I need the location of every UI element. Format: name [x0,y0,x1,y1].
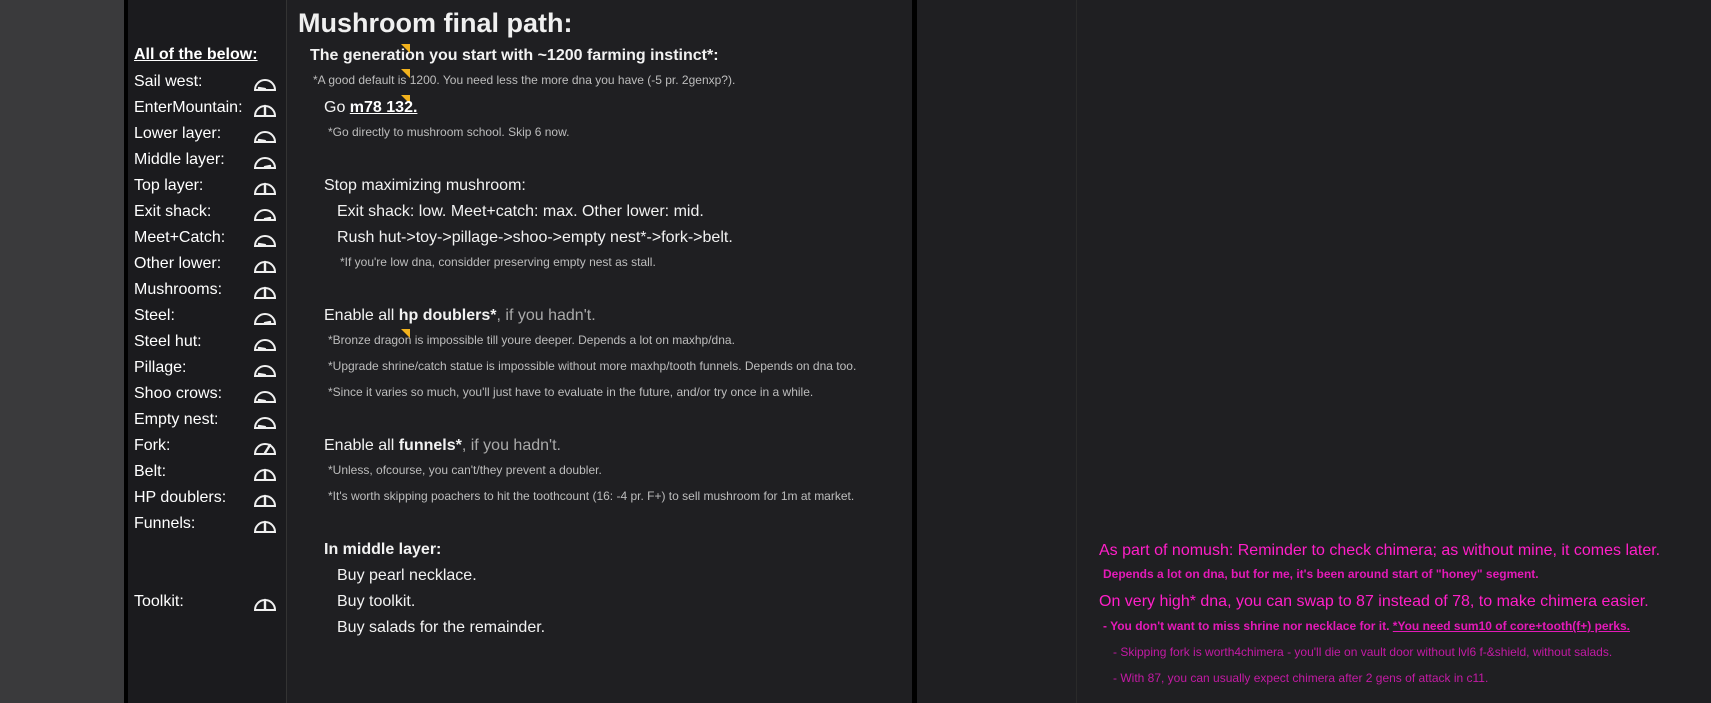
gauge-mid-icon[interactable] [253,153,277,171]
gauge-low-icon[interactable] [253,75,277,93]
sidebar-item-label: Sail west: [134,73,203,90]
funnels-star: * [455,437,462,454]
sidebar-item-label: Top layer: [134,177,204,194]
gauge-max-icon[interactable] [253,595,277,613]
sidebar-item-label: Exit shack: [134,203,212,220]
sidebar-item-label: Pillage: [134,359,187,376]
sidebar-item-label: Fork: [134,437,171,454]
column-divider [286,0,287,703]
funnels-note: *Unless, ofcourse, you can't/they prevent a doubler. [328,463,602,477]
gauge-max-icon[interactable] [253,491,277,509]
gauge-low-icon[interactable] [253,231,277,249]
funnels-prefix: Enable all [324,437,399,454]
sidebar-item-label: Steel: [134,307,175,324]
middle-layer-item: Buy toolkit. [337,593,416,610]
sidebar-item-label: Shoo crows: [134,385,223,402]
sidebar-item-label: Empty nest: [134,411,219,428]
chimera-reminder-note: Depends a lot on dna, but for me, it's been around start of "honey" segment. [1103,567,1539,581]
high-dna-note-text: - You don't want to miss shrine nor necklace for it. [1103,619,1393,633]
perks-link[interactable]: *You need sum10 of core+tooth(f+) perks. [1392,619,1630,633]
go-prefix: Go [324,99,346,116]
chimera-87-note: - With 87, you can usually expect chimera after 2 gens of attack in c11. [1113,671,1489,685]
high-dna-tip: On very high* dna, you can swap to 87 instead of 78, to make chimera easier. [1099,593,1649,610]
hp-note: *Since it varies so much, you'll just have to evaluate in the future, and/or try once in a while. [328,385,814,399]
sidebar-item-label: HP doublers: [134,489,227,506]
gauge-low-icon[interactable] [253,413,277,431]
hp-bold: hp doublers [398,307,491,324]
funnels-note: *It's worth skipping poachers to hit the toothcount (16: -4 pr. F+) to sell mushroom for 1m at market. [328,489,855,503]
go-line [324,99,417,117]
sidebar-item-label: Mushrooms: [134,281,223,298]
sidebar-item-label: Lower layer: [134,125,222,142]
column-divider-thick [912,0,917,703]
funnels-bold: funnels [398,437,456,454]
gauge-low-icon[interactable] [253,361,277,379]
sidebar-heading: All of the below: [134,46,258,63]
gauge-max-icon[interactable] [253,101,277,119]
sidebar-item-label: EnterMountain: [134,99,243,116]
sidebar-item-label: Meet+Catch: [134,229,226,246]
hp-note: *Upgrade shrine/catch statue is impossible without more maxhp/tooth funnels. Depends on dna too. [328,359,857,373]
hp-star: * [490,307,497,324]
middle-layer-heading: In middle layer: [324,541,442,558]
column-divider [1076,0,1077,703]
gauge-max-icon[interactable] [253,257,277,275]
middle-layer-item: Buy salads for the remainder. [337,619,546,636]
funnels-line [324,437,561,455]
generation-note: *A good default is 1200. You need less the more dna you have (-5 pr. 2genxp?). [313,73,736,87]
hp-suffix: , if you hadn't. [496,307,596,324]
gauge-low-icon[interactable] [253,127,277,145]
gauge-mid-icon[interactable] [253,205,277,223]
sidebar-item-label: Funnels: [134,515,196,532]
gauge-max-icon[interactable] [253,465,277,483]
stop-line: Rush hut->toy->pillage->shoo->empty nest*->fork->belt. [337,229,733,246]
left-gutter [0,0,124,703]
comment-marker-icon[interactable] [401,69,410,78]
sidebar-item-label: Steel hut: [134,333,202,350]
gauge-low-icon[interactable] [253,387,277,405]
funnels-suffix: , if you hadn't. [461,437,561,454]
generation-heading: The generation you start with ~1200 farming instinct*: [310,47,719,64]
sidebar-item-label: Belt: [134,463,167,480]
stop-line: Exit shack: low. Meet+catch: max. Other lower: mid. [337,203,704,220]
hp-note: *Bronze dragon is impossible till youre deeper. Depends a lot on maxhp/dna. [328,333,735,347]
middle-layer-item: Buy pearl necklace. [337,567,477,584]
gauge-max-icon[interactable] [253,283,277,301]
fork-skip-note: - Skipping fork is worth4chimera - you'll die on vault door without lvl6 f-&shield, without salads. [1113,645,1613,659]
go-link[interactable]: m78 132. [349,99,418,116]
gauge-low-icon[interactable] [253,335,277,353]
sidebar-item-label: Other lower: [134,255,222,272]
page-title: Mushroom final path: [298,8,573,38]
hp-doublers-line [324,307,596,325]
gauge-max-icon[interactable] [253,517,277,535]
chimera-reminder: As part of nomush: Reminder to check chimera; as without mine, it comes later. [1099,542,1661,559]
hp-prefix: Enable all [324,307,399,324]
comment-marker-icon[interactable] [401,44,410,53]
stop-heading: Stop maximizing mushroom: [324,177,526,194]
gauge-high-icon[interactable] [253,439,277,457]
sidebar-item-label: Middle layer: [134,151,225,168]
gauge-mid-icon[interactable] [253,309,277,327]
sidebar-item-toolkit-label: Toolkit: [134,593,184,610]
stop-note: *If you're low dna, considder preserving empty nest as stall. [340,255,656,269]
high-dna-note [1103,619,1630,633]
gauge-max-icon[interactable] [253,179,277,197]
go-note: *Go directly to mushroom school. Skip 6 now. [328,125,570,139]
